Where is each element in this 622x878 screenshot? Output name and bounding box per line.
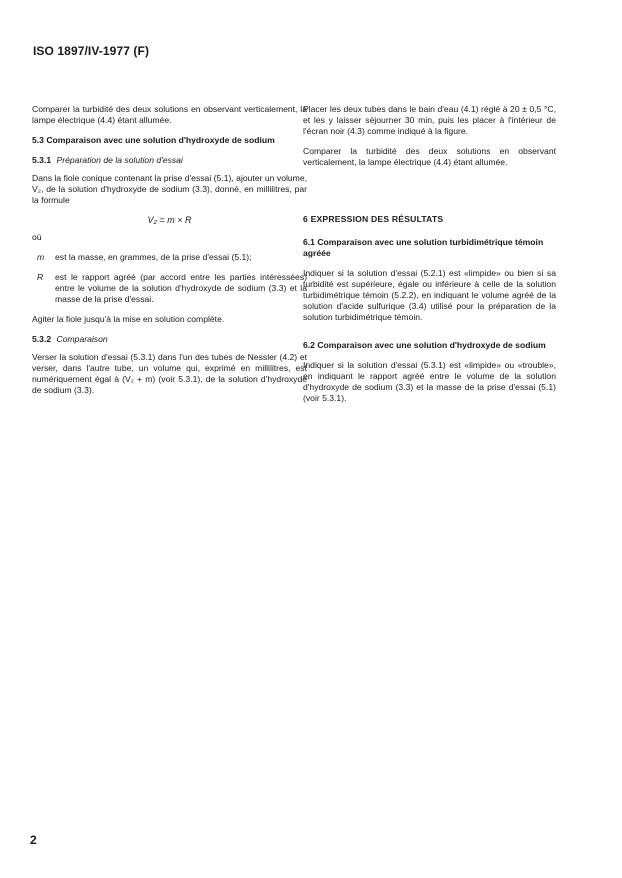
formula: V₂ = m × R [147,215,192,225]
heading-6-2: 6.2 Comparaison avec une solution d'hydroxyde de sodium [303,340,546,350]
definition-r-symbol: R [37,272,44,282]
paragraph-6-1: Indiquer si la solution d'essai (5.2.1) est «limpide» ou bien si sa turbidité est supérieure, égale ou inférieure à celle de la solution turbidimétrique témoin (5.2.2), en indiquant le volume agréé de la solution d'acide sulfurique (3.4) utilisé pour la préparation de la solution turbidimétrique témoin. [303,268,556,322]
paragraph-6-2: Indiquer si la solution d'essai (5.3.1) est «limpide» ou «trouble», en indiquant le rapport agréé entre le volume de la solution d'hydroxyde de sodium (3.3) et la masse de la prise d'essai (5.1) (voir 5.3.1). [303,360,556,403]
paragraph-verser: Verser la solution d'essai (5.3.1) dans l'un des tubes de Nessler (4.2) et verser, dans l'autre tube, un volume qui, exprimé en millilitres, est numériquement égal à (V₂ + m) (voir 5.3.1), de la solution d'hydroxyde de sodium (3.3). [32,352,307,395]
heading-5-3-2-title: Comparaison [56,334,108,344]
ou-label: où [32,232,42,242]
heading-5-3-2 [32,334,307,345]
left-column [32,104,307,405]
definition-m-symbol: m [37,252,45,262]
heading-5-3: 5.3 Comparaison avec une solution d'hydroxyde de sodium [32,135,275,145]
document-header: ISO 1897/IV-1977 (F) [33,44,150,58]
definition-m [32,252,307,263]
page-number: 2 [30,833,37,847]
definition-r-text: est le rapport agréé (par accord entre les parties intéressées) entre le volume de la solution d'hydroxyde de sodium (3.3) et la masse de la prise d'essai. [55,272,307,304]
heading-5-3-2-number: 5.3.2 [32,334,52,344]
heading-5-3-1-number: 5.3.1 [32,155,52,165]
heading-5-3-1-title: Préparation de la solution d'essai [56,155,183,165]
definition-m-text: est la masse, en grammes, de la prise d'essai (5.1); [55,252,252,262]
definition-r [32,272,307,305]
paragraph-placer: Placer les deux tubes dans le bain d'eau (4.1) réglé à 20 ± 0,5 °C, et les y laisser séjourner 30 min, puis les placer à l'intérieur de l'écran noir (4.3) comme indiqué à la figure. [303,104,556,136]
heading-5-3-1 [32,155,307,166]
paragraph-fiole: Dans la fiole conique contenant la prise d'essai (5.1), ajouter un volume, V₂, de la solution d'hydroxyde de sodium (3.3), donné, en millilitres, par la formule [32,173,307,205]
heading-section-6: 6 EXPRESSION DES RÉSULTATS [303,214,444,224]
paragraph-agiter: Agiter la fiole jusqu'à la mise en solution complète. [32,314,225,324]
paragraph-compare-turbidity: Comparer la turbidité des deux solutions en observant verticalement, la lampe électrique (4.4) étant allumée. [32,104,307,125]
heading-6-1: 6.1 Comparaison avec une solution turbidimétrique témoin agréée [303,237,544,258]
paragraph-compare-turbidity-right: Comparer la turbidité des deux solutions en observant verticalement, la lampe électrique (4.4) étant allumée. [303,146,556,167]
right-column [303,104,556,413]
